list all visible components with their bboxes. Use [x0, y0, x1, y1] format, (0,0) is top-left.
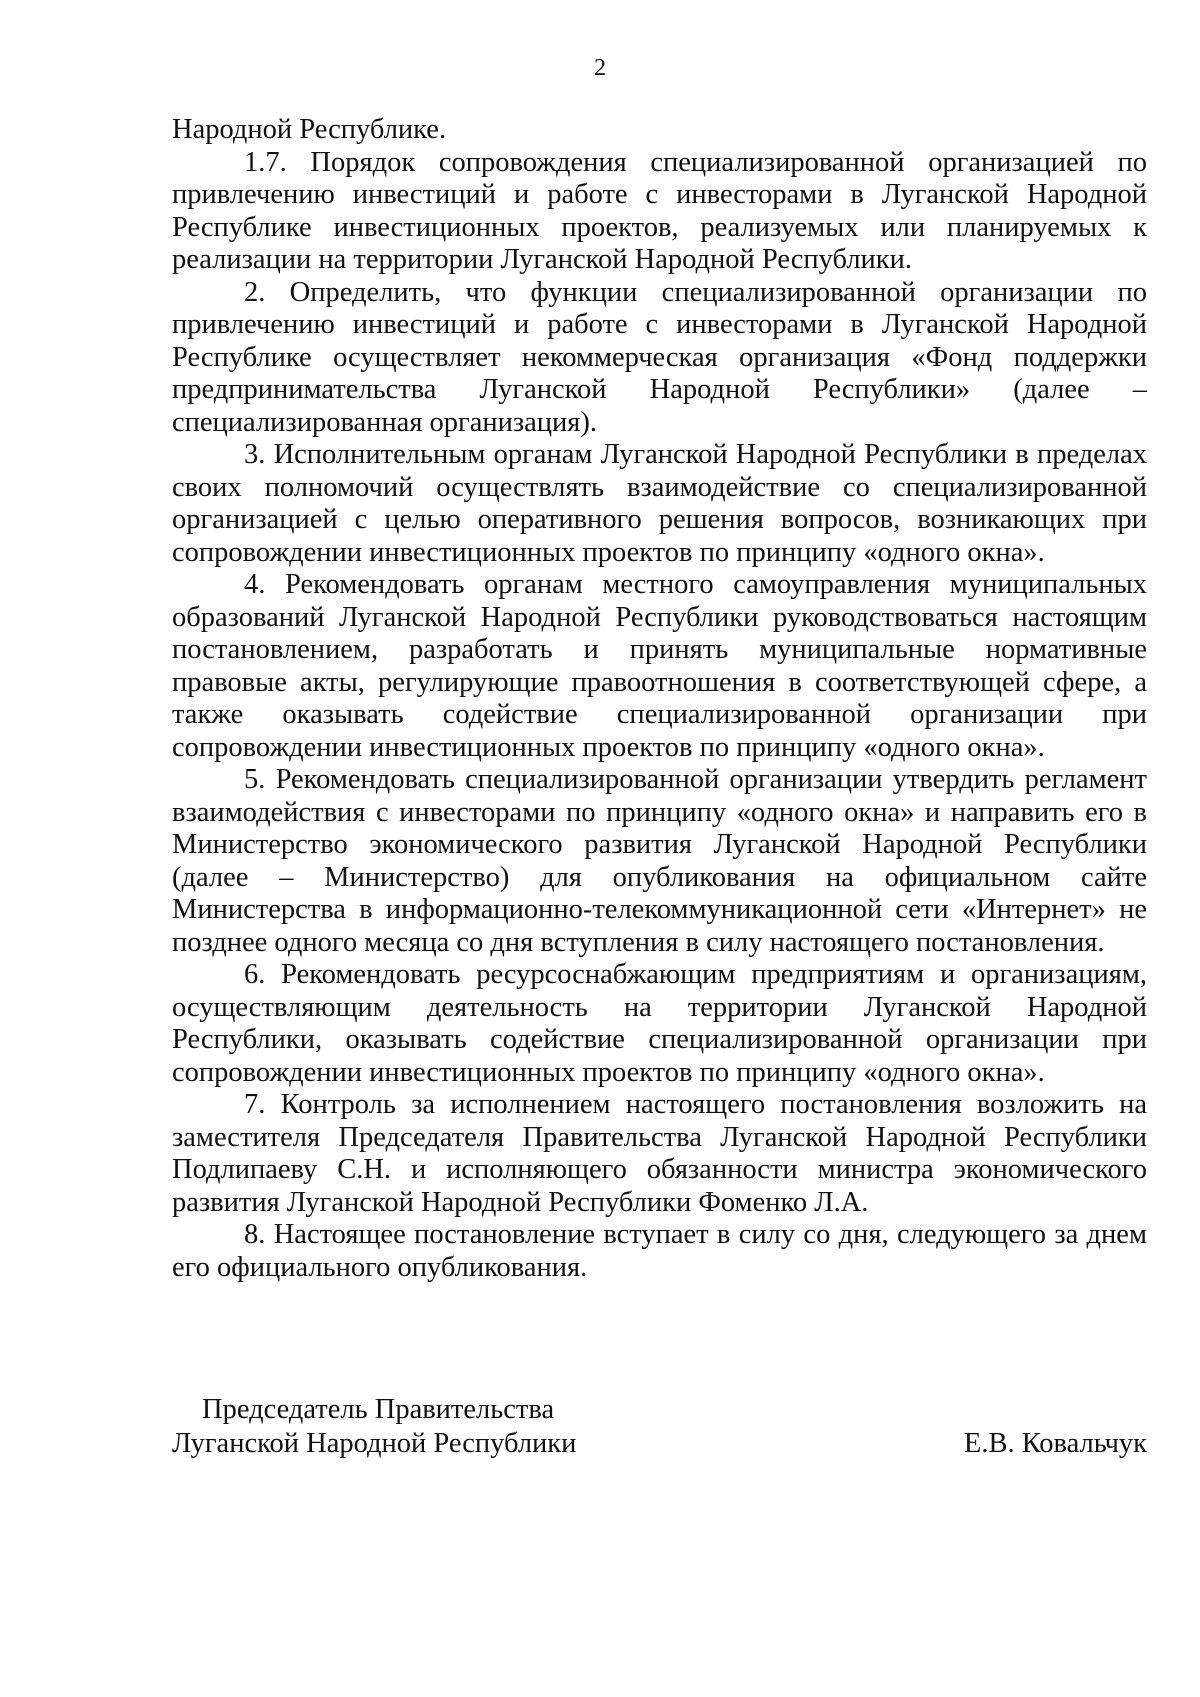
signature-block: [172, 1393, 1147, 1461]
paragraph-4: 4. Рекомендовать органам местного самоуправления муниципальных образований Луганской Народной Республики руководствоваться настоящим постановлением, разработать и принять муниципальные нормативные правовые акты, регулирующие правоотношения в соответствующей сфере, а также оказывать содействие специализированной организации при сопровождении инвестиционных проектов по принципу «одного окна».: [172, 569, 1147, 763]
paragraph-6: 6. Рекомендовать ресурсоснабжающим предприятиям и организациям, осуществляющим деятельность на территории Луганской Народной Республики, оказывать содействие специализированной организации при сопровождении инвестиционных проектов по принципу «одного окна».: [172, 959, 1147, 1088]
signature-row: [172, 1427, 1147, 1461]
paragraph-8: 8. Настоящее постановление вступает в силу со дня, следующего за днем его официального опубликования.: [172, 1219, 1147, 1283]
signatory-name: Е.В. Ковальчук: [963, 1428, 1147, 1459]
paragraph-3: 3. Исполнительным органам Луганской Народной Республики в пределах своих полномочий осуществлять взаимодействие со специализированной организацией с целью оперативного решения вопросов, возникающих при сопровождении инвестиционных проектов по принципу «одного окна».: [172, 439, 1147, 568]
continuation-text: Народной Республике.: [172, 114, 447, 145]
page-number: 2: [594, 55, 606, 81]
paragraph-1-7: 1.7. Порядок сопровождения специализированной организацией по привлечению инвестиций и работе с инвесторами в Луганской Народной Республике инвестиционных проектов, реализуемых или планируемых к реализации на территории Луганской Народной Республики.: [172, 146, 1147, 275]
signatory-title-line1: Председатель Правительства: [202, 1394, 555, 1425]
paragraph-5: 5. Рекомендовать специализированной организации утвердить регламент взаимодействия с инвесторами по принципу «одного окна» и направить его в Министерство экономического развития Луганской Народной Республики (далее – Министерство) для опубликования на официальном сайте Министерства в информационно-телекоммуникационной сети «Интернет» не позднее одного месяца со дня вступления в силу настоящего постановления.: [172, 764, 1147, 958]
paragraph-7: 7. Контроль за исполнением настоящего постановления возложить на заместителя Председателя Правительства Луганской Народной Республики Подлипаеву С.Н. и исполняющего обязанности министра экономического развития Луганской Народной Республики Фоменко Л.А.: [172, 1089, 1147, 1218]
document-body: [172, 114, 1147, 1284]
paragraph-2: 2. Определить, что функции специализированной организации по привлечению инвестиций и работе с инвесторами в Луганской Народной Республике осуществляет некоммерческая организация «Фонд поддержки предпринимательства Луганской Народной Республики» (далее – специализированная организация).: [172, 276, 1147, 438]
signatory-title-line2: Луганской Народной Республики: [172, 1428, 577, 1459]
